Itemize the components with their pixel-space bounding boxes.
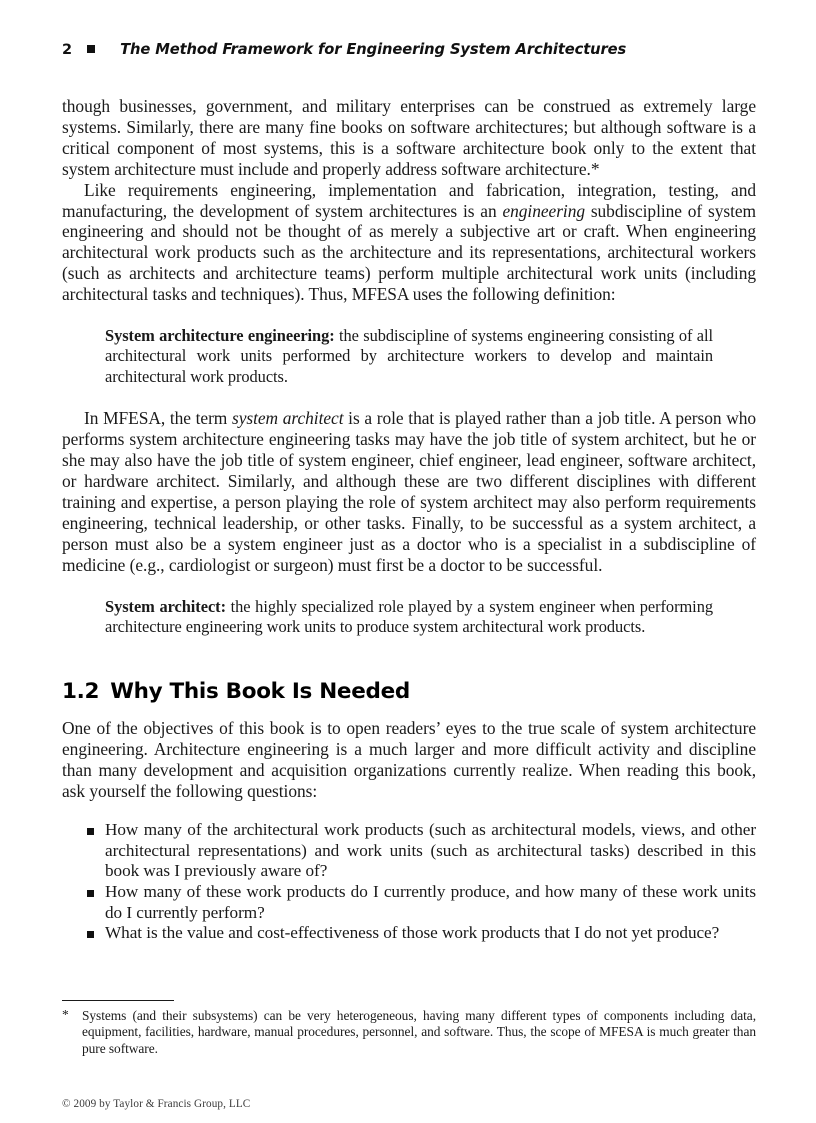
section-title: Why This Book Is Needed	[110, 679, 410, 705]
paragraph-text-b: is a role that is played rather than a job title. A person who performs system architecture engineering tasks may have the job title of system architect, but he or she may also have the job title of system engineer, chief engineer, lead engineer, software architect, or hardware architect. Similarly, and although these are two different disciplines with different training and expertise, a person playing the role of system architect may also perform requirements engineering, technical leadership, or other tasks. Finally, to be successful as a system architect, a person must also be a system engineer just as a doctor who is a specialist in a subdiscipline of medicine (e.g., cardiologist or surgeon) must first be a doctor to be successful.	[62, 408, 756, 575]
section-number: 1.2	[62, 679, 100, 705]
section-intro-paragraph: One of the objectives of this book is to open readers’ eyes to the true scale of system architecture engineering. Architecture engineering is a much larger and more difficult activity and discipline than many development and acquisition organizations currently realize. When reading this book, ask yourself the following questions:	[62, 718, 756, 802]
definition-term: System architect:	[105, 596, 226, 616]
definition-text: the subdiscipline of systems engineering consisting of all architectural work units performed by architecture workers to develop and maintain architectural work products.	[105, 326, 714, 386]
emphasis-system-architect: system architect	[232, 408, 344, 429]
list-item-label: What is the value and cost-effectiveness of those work products that I do not yet produce?	[105, 923, 720, 943]
paragraph-text-a: In MFESA, the term	[84, 408, 232, 429]
list-item	[62, 820, 756, 882]
footnote-text	[62, 1008, 756, 1057]
questions-list	[62, 820, 756, 944]
paragraph-engineering-subdiscipline	[62, 180, 756, 305]
section-heading	[62, 679, 756, 704]
definition-system-architect	[105, 597, 713, 638]
filled-square-icon	[87, 828, 94, 835]
paragraph-continued: though businesses, government, and military enterprises can be construed as extremely large systems. Similarly, there are many fine books on software architectures; but although software is a critical component of most systems, this is a software architecture book only to the extent that system architecture must include and properly address software architecture.*	[62, 96, 756, 179]
filled-square-icon	[87, 931, 94, 938]
text-frame	[62, 96, 756, 944]
footnote-area	[62, 1000, 756, 1057]
footnote-rule	[62, 1000, 174, 1001]
filled-square-icon	[87, 45, 95, 53]
paragraph-system-architect-role	[62, 408, 756, 575]
running-head-title: The Method Framework for Engineering System Architectures	[120, 41, 627, 58]
definition-system-architecture-engineering	[105, 326, 713, 387]
paragraph-text-b: subdiscipline of system engineering and should not be thought of as merely a subjective art or craft. When engineering architectural work products such as the architecture and its representations, architectural workers (such as architects and architecture teams) perform multiple architectural work units (including architectural tasks and techniques). Thus, MFESA uses the following definition:	[62, 200, 756, 305]
spacer	[62, 305, 756, 326]
list-item	[62, 882, 756, 923]
page-number: 2	[62, 42, 73, 58]
list-item-label: How many of these work products do I currently produce, and how many of these work units do I currently perform?	[105, 882, 756, 922]
list-item	[62, 923, 756, 944]
running-head	[62, 41, 756, 58]
spacer	[62, 802, 756, 820]
emphasis-engineering: engineering	[502, 200, 585, 221]
list-item-label: How many of the architectural work products (such as architectural models, views, and other architectural representations) and work units (such as architectural tasks) described in this book was I previously aware of?	[105, 819, 756, 881]
copyright-line: © 2009 by Taylor & Francis Group, LLC	[62, 1098, 251, 1110]
spacer	[62, 704, 756, 718]
spacer	[62, 387, 756, 408]
footnote-marker: *	[62, 1007, 69, 1022]
filled-square-icon	[87, 890, 94, 897]
definition-term: System architecture engineering:	[105, 326, 335, 346]
spacer	[62, 576, 756, 597]
paragraph-text-a: Like requirements engineering, implementation and fabrication, integration, testing, and manufacturing, the development of system architectures is an	[62, 179, 756, 221]
definition-text: the highly specialized role played by a system engineer when performing architecture engineering work units to produce system architectural work products.	[105, 596, 713, 636]
footnote-body: Systems (and their subsystems) can be very heterogeneous, having many different types of components including data, equipment, facilities, hardware, manual procedures, personnel, and software. Thus, the scope of MFESA is much greater than pure software.	[82, 1008, 756, 1056]
spacer	[62, 637, 756, 679]
